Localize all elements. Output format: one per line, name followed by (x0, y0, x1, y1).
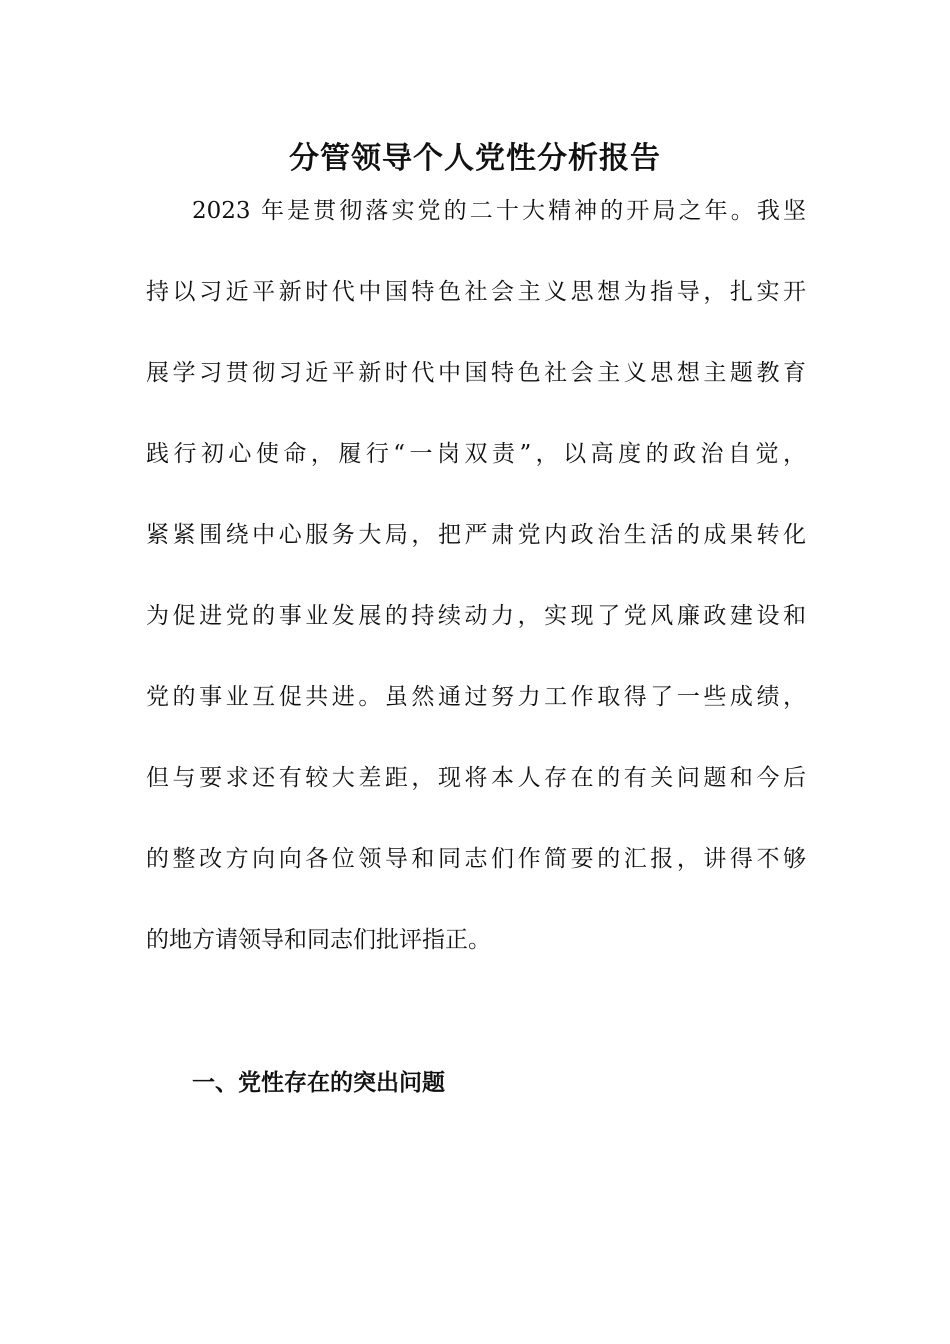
paragraph-line: 但与要求还有较大差距，现将本人存在的有关问题和今后 (146, 765, 806, 791)
section-heading: 一、党性存在的突出问题 (192, 1070, 445, 1096)
paragraph-line: 践行初心使命，履行“一岗双责”，以高度的政治自觉， (146, 441, 806, 467)
paragraph-line: 党的事业互促共进。虽然通过努力工作取得了一些成绩， (146, 684, 806, 710)
paragraph-line: 持以习近平新时代中国特色社会主义思想为指导，扎实开 (146, 279, 806, 305)
paragraph-line: 的整改方向向各位领导和同志们作简要的汇报，讲得不够 (146, 846, 806, 872)
document-title: 分管领导个人党性分析报告 (289, 141, 661, 176)
paragraph-line: 展学习贯彻习近平新时代中国特色社会主义思想主题教育 (146, 360, 806, 386)
intro-paragraph (146, 190, 806, 1000)
paragraph-line: 2023 年是贯彻落实党的二十大精神的开局之年。我坚 (192, 198, 806, 224)
paragraph-line: 紧紧围绕中心服务大局，把严肃党内政治生活的成果转化 (146, 522, 806, 548)
paragraph-line: 的地方请领导和同志们批评指正。 (146, 927, 491, 953)
paragraph-line: 为促进党的事业发展的持续动力，实现了党风廉政建设和 (146, 603, 806, 629)
